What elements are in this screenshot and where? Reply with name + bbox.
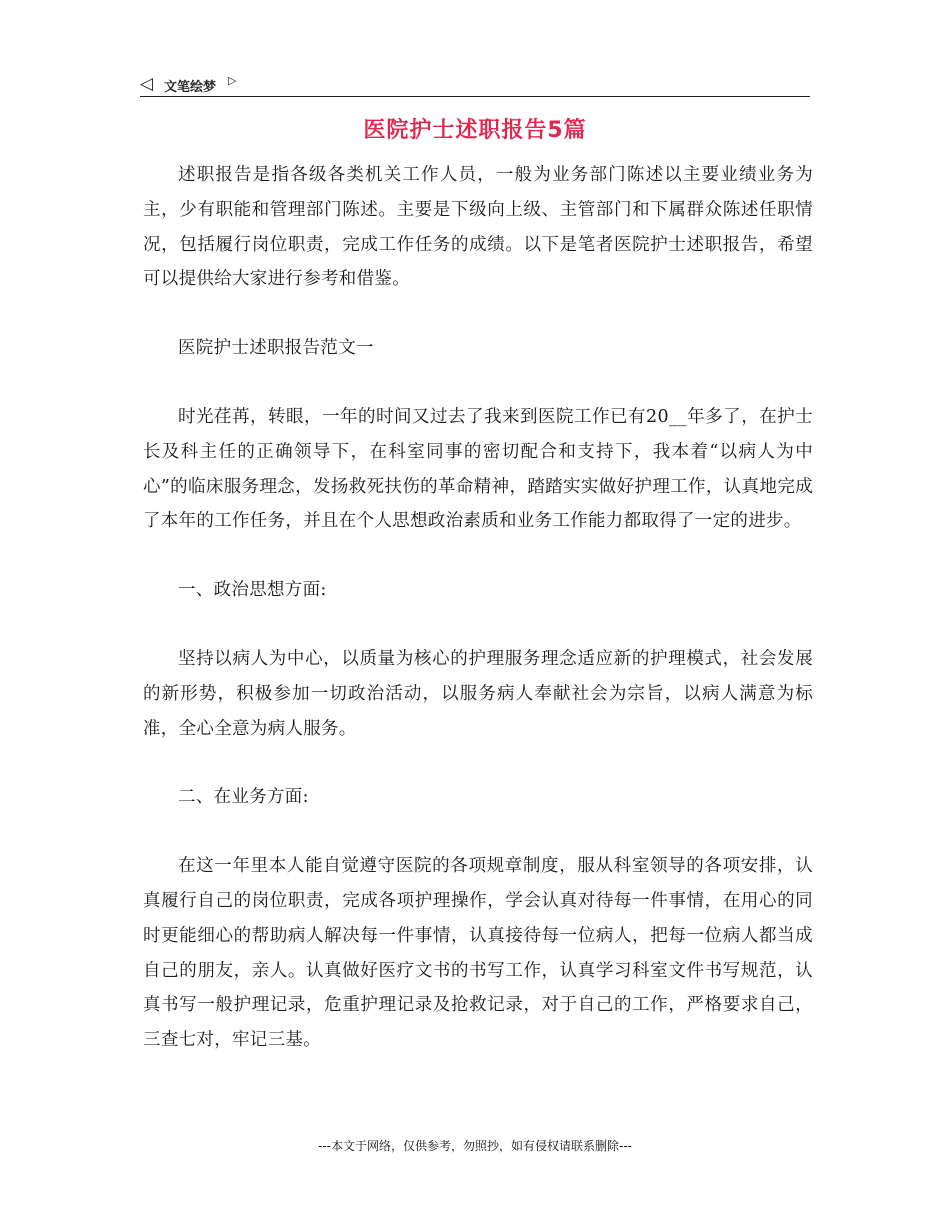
document-body bbox=[143, 158, 813, 1058]
section-heading-sample-one: 医院护士述职报告范文一 bbox=[178, 338, 374, 359]
section-heading-business: 二、在业务方面: bbox=[178, 787, 309, 808]
footer-disclaimer: ---本文于网络，仅供参考，勿照抄，如有侵权请联系删除--- bbox=[318, 1139, 632, 1153]
brand-name: 文笔绘梦 bbox=[164, 80, 217, 95]
left-triangle-icon: ◁ bbox=[140, 74, 154, 94]
page-header bbox=[140, 72, 810, 97]
right-triangle-icon: ▷ bbox=[228, 74, 237, 87]
body-paragraph: 在这一年里本人能自觉遵守医院的各项规章制度，服从科室领导的各项安排，认真履行自己的岗位职责，完成各项护理操作，学会认真对待每一件事情，在用心的同时更能细心的帮助病人解决每一件事情，认真接待每一位病人，把每一位病人都当成自己的朋友，亲人。认真做好医疗文书的书写工作，认真学习科室文件书写规范，认真书写一般护理记录，危重护理记录及抢救记录，对于自己的工作，严格要求自己，三查七对，牢记三基。 bbox=[143, 856, 813, 1051]
intro-paragraph: 述职报告是指各级各类机关工作人员，一般为业务部门陈述以主要业绩业务为主，少有职能和管理部门陈述。主要是下级向上级、主管部门和下属群众陈述任职情况，包括履行岗位职责，完成工作任务的成绩。以下是笔者医院护士述职报告，希望可以提供给大家进行参考和借鉴。 bbox=[143, 165, 813, 290]
body-paragraph: 坚持以病人为中心，以质量为核心的护理服务理念适应新的护理模式，社会发展的新形势，积极参加一切政治活动，以服务病人奉献社会为宗旨，以病人满意为标准，全心全意为病人服务。 bbox=[143, 648, 813, 739]
body-paragraph: 时光荏苒，转眼，一年的时间又过去了我来到医院工作已有20__年多了，在护士长及科主任的正确领导下，在科室同事的密切配合和支持下，我本着“以病人为中心”的临床服务理念，发扬救死扶伤的革命精神，踏踏实实做好护理工作，认真地完成了本年的工作任务，并且在个人思想政治素质和业务工作能力都取得了一定的进步。 bbox=[143, 406, 813, 532]
section-heading-politics: 一、政治思想方面: bbox=[178, 580, 327, 601]
document-title: 医院护士述职报告5篇 bbox=[363, 118, 587, 143]
